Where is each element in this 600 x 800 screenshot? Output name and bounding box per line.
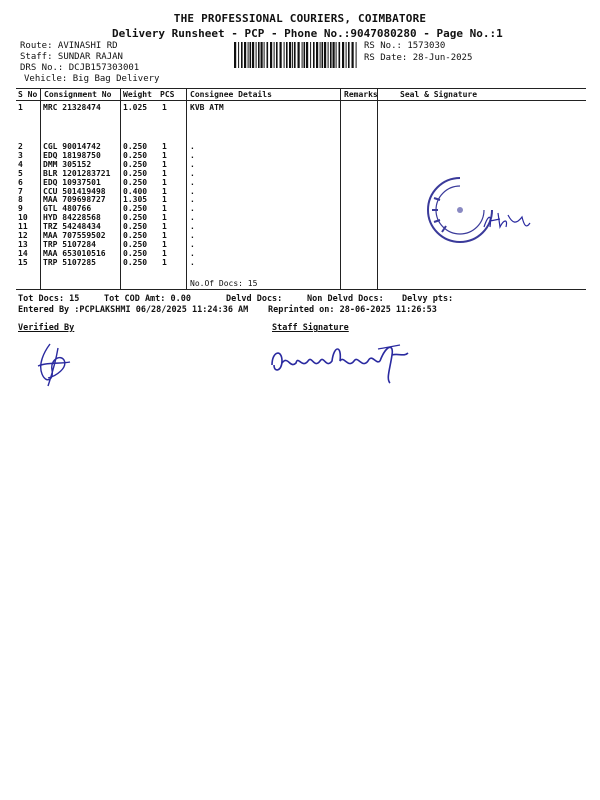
row-weight: 0.250: [123, 231, 148, 240]
barcode-bar: [352, 42, 354, 68]
row-weight: 0.250: [123, 204, 148, 214]
row-pcs: 1: [162, 213, 167, 223]
row-pcs: 1: [162, 195, 167, 205]
barcode-bar: [348, 42, 350, 68]
company-title: THE PROFESSIONAL COURIERS, COIMBATORE: [173, 12, 427, 25]
row-pcs: 1: [162, 103, 167, 112]
barcode-bar: [342, 42, 344, 68]
row-weight: 0.250: [123, 257, 148, 267]
barcode-bar: [274, 42, 275, 68]
row-consignment: MAA 653010516: [43, 248, 106, 258]
rs-no-label: RS No.: 1573030: [364, 41, 446, 51]
row-sno: 9: [18, 204, 23, 214]
barcode-bar: [267, 42, 269, 68]
row-weight: 0.250: [123, 222, 148, 232]
row-consignment: TRP 5107284: [43, 239, 96, 249]
vehicle-label: Vehicle: Big Bag Delivery: [24, 74, 160, 84]
row-consignment: TRP 5107285: [43, 257, 96, 267]
no-of-docs: No.Of Docs: 15: [190, 279, 258, 288]
barcode-bar: [324, 42, 326, 68]
row-consignment: GTL 480766: [43, 204, 92, 214]
row-weight: 0.250: [123, 142, 148, 151]
row-pcs: 1: [162, 186, 167, 196]
row-consignee: .: [190, 213, 195, 223]
row-consignee: .: [190, 222, 195, 232]
barcode-bar: [333, 42, 335, 68]
barcode-bar: [313, 42, 315, 68]
col-header-seal: Seal & Signature: [400, 90, 478, 99]
barcode-bar: [284, 42, 285, 68]
row-consignee: .: [190, 168, 195, 178]
barcode-bar: [310, 42, 311, 68]
col-divider: [377, 88, 378, 289]
verifier-signature: [30, 340, 80, 390]
barcode-bar: [241, 42, 243, 68]
barcode-bar: [306, 42, 308, 68]
barcode-bar: [286, 42, 288, 68]
row-pcs: 1: [162, 159, 167, 169]
col-divider: [340, 88, 341, 289]
row-weight: 0.250: [123, 150, 148, 160]
barcode: [234, 42, 358, 68]
col-header-remarks: Remarks: [344, 90, 378, 99]
delvy-pts: Delvy pts:: [402, 294, 454, 304]
barcode-bar: [264, 42, 265, 68]
row-consignee: .: [190, 150, 195, 160]
row-weight: 0.250: [123, 168, 148, 178]
barcode-bar: [258, 42, 260, 68]
barcode-bar: [292, 42, 293, 68]
tot-docs: Tot Docs: 15: [18, 294, 80, 304]
table-top-rule: [16, 88, 586, 89]
barcode-bar: [356, 42, 357, 68]
barcode-bar: [316, 42, 318, 68]
row-sno: 8: [18, 195, 23, 205]
barcode-bar: [238, 42, 239, 68]
row-consignment: MAA 707559502: [43, 231, 106, 240]
row-sno: 15: [18, 257, 28, 267]
barcode-bar: [302, 42, 303, 68]
barcode-bar: [330, 42, 332, 68]
verified-by-label: Verified By: [18, 323, 75, 333]
row-sno: 5: [18, 168, 23, 178]
table-bottom-rule: [16, 289, 586, 290]
row-sno: 11: [18, 222, 28, 232]
row-consignment: MAA 709698727: [43, 195, 106, 205]
barcode-bar: [320, 42, 321, 68]
row-weight: 0.250: [123, 239, 148, 249]
col-divider: [40, 88, 41, 289]
row-sno: 10: [18, 213, 28, 223]
row-pcs: 1: [162, 204, 167, 214]
col-header-consignee: Consignee Details: [190, 90, 272, 99]
staff-signature-mark: [268, 335, 428, 385]
barcode-bar: [276, 42, 278, 68]
row-pcs: 1: [162, 231, 167, 240]
col-header-consignment: Consignment No: [44, 90, 112, 99]
barcode-bar: [256, 42, 257, 68]
row-consignee: .: [190, 204, 195, 214]
row-consignee: .: [190, 186, 195, 196]
row-consignment: BLR 1201283721: [43, 168, 111, 178]
row-weight: 0.250: [123, 177, 148, 187]
col-header-pcs: PCS: [160, 90, 175, 99]
barcode-bar: [248, 42, 249, 68]
rs-date-label: RS Date: 28-Jun-2025: [364, 53, 473, 63]
row-pcs: 1: [162, 142, 167, 151]
barcode-bar: [270, 42, 272, 68]
barcode-bar: [252, 42, 254, 68]
row-sno: 12: [18, 231, 28, 240]
entered-by: Entered By :PCPLAKSHMI 06/28/2025 11:24:36 AM: [18, 305, 249, 315]
row-consignee: .: [190, 248, 195, 258]
row-weight: 1.025: [123, 103, 148, 112]
barcode-bar: [346, 42, 347, 68]
row-weight: 0.250: [123, 213, 148, 223]
row-sno: 6: [18, 177, 23, 187]
row-sno: 13: [18, 239, 28, 249]
col-divider: [186, 88, 187, 289]
col-header-weight: Weight: [123, 90, 152, 99]
row-weight: 0.400: [123, 186, 148, 196]
runsheet-title: Delivery Runsheet - PCP - Phone No.:9047080280 - Page No.:1: [112, 27, 503, 40]
table-header-rule: [16, 100, 586, 101]
barcode-bar: [289, 42, 291, 68]
row-weight: 1.305: [123, 195, 148, 205]
row-consignment: TRZ 54248434: [43, 222, 101, 232]
row-weight: 0.250: [123, 248, 148, 258]
row-pcs: 1: [162, 248, 167, 258]
barcode-bar: [328, 42, 329, 68]
col-header-sno: S No: [18, 90, 38, 99]
staff-signature-label: Staff Signature: [272, 323, 349, 333]
non-delvd-docs: Non Delvd Docs:: [307, 294, 384, 304]
barcode-bar: [261, 42, 263, 68]
row-consignment: CGL 90014742: [43, 142, 101, 151]
row-consignee: .: [190, 159, 195, 169]
barcode-bar: [339, 42, 341, 68]
row-sno: 2: [18, 142, 23, 151]
row-consignee: .: [190, 257, 195, 267]
row-pcs: 1: [162, 177, 167, 187]
barcode-bar: [250, 42, 252, 68]
route-label: Route: AVINASHI RD: [20, 41, 118, 51]
barcode-bar: [234, 42, 236, 68]
row-sno: 7: [18, 186, 23, 196]
row-pcs: 1: [162, 239, 167, 249]
row-sno: 1: [18, 103, 23, 112]
barcode-bar: [298, 42, 300, 68]
row-consignee: .: [190, 231, 195, 240]
row-sno: 14: [18, 248, 28, 258]
row-weight: 0.250: [123, 159, 148, 169]
barcode-bar: [280, 42, 282, 68]
row-consignment: EDQ 10937501: [43, 177, 101, 187]
row-consignment: MRC 21328474: [43, 103, 101, 112]
delvd-docs: Delvd Docs:: [226, 294, 283, 304]
row-consignee: .: [190, 239, 195, 249]
barcode-bar: [322, 42, 324, 68]
barcode-bar: [336, 42, 337, 68]
row-sno: 4: [18, 159, 23, 169]
row-consignment: HYD 84228568: [43, 213, 101, 223]
row-sno: 3: [18, 150, 23, 160]
row-consignee: KVB ATM: [190, 103, 224, 112]
row-consignee: .: [190, 142, 195, 151]
barcode-bar: [244, 42, 246, 68]
col-divider: [120, 88, 121, 289]
row-pcs: 1: [162, 222, 167, 232]
tot-cod-amt: Tot COD Amt: 0.00: [104, 294, 191, 304]
barcode-bar: [304, 42, 306, 68]
row-pcs: 1: [162, 168, 167, 178]
row-consignee: .: [190, 195, 195, 205]
row-consignment: EDQ 18198750: [43, 150, 101, 160]
drs-label: DRS No.: DCJB157303001: [20, 63, 140, 73]
row-pcs: 1: [162, 150, 167, 160]
reprinted-on: Reprinted on: 28-06-2025 11:26:53: [268, 305, 437, 315]
staff-label: Staff: SUNDAR RAJAN: [20, 52, 123, 62]
row-consignment: DMM 305152: [43, 159, 92, 169]
row-pcs: 1: [162, 257, 167, 267]
barcode-bar: [294, 42, 296, 68]
row-consignment: CCU 501419498: [43, 186, 106, 196]
consignee-signature: [478, 205, 538, 235]
row-consignee: .: [190, 177, 195, 187]
